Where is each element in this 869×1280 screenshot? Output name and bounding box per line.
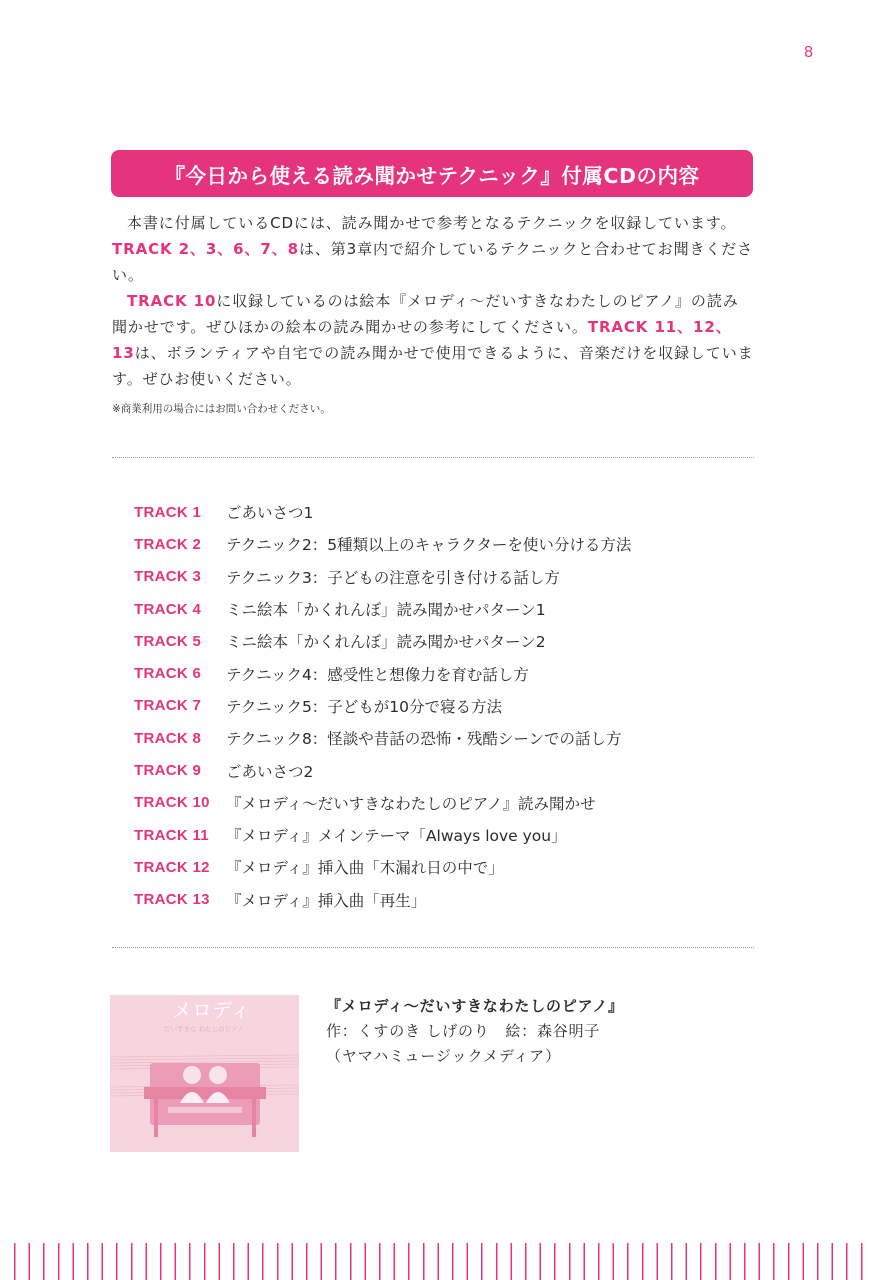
track-title: 『メロディ』挿入曲「木漏れ日の中で」 (226, 859, 504, 878)
track-label: TRACK 12 (134, 858, 210, 876)
track-label: TRACK 10 (134, 794, 210, 812)
book-credits: 作：くすのき しげのり 絵：森谷明子 (326, 1022, 601, 1040)
book-publisher: （ヤマハミュージックメディア） (326, 1047, 561, 1065)
track-label: TRACK 6 (134, 665, 202, 683)
track-title: ミニ絵本「かくれんぼ」読み聞かせパターン1 (226, 601, 546, 620)
intro-text (112, 210, 754, 392)
track-row (134, 657, 631, 689)
track-row (134, 528, 631, 560)
track-title: ごあいさつ2 (226, 762, 314, 781)
track-row (134, 593, 631, 625)
track-title: テクニック3：子どもの注意を引き付ける話し方 (226, 568, 560, 587)
page-title: 『今日から使える読み聞かせテクニック』付属CDの内容 (111, 150, 753, 197)
bottom-decoration (14, 1243, 865, 1280)
track-label: TRACK 5 (134, 632, 202, 650)
intro-track-ref: TRACK 2、3、6、7、8 (112, 240, 299, 258)
track-title: テクニック5：子どもが10分で寝る方法 (226, 697, 503, 716)
intro-track-ref: TRACK 10 (127, 292, 217, 310)
track-label: TRACK 7 (134, 697, 202, 715)
cover-title: メロディ (172, 998, 251, 1022)
track-row (134, 561, 631, 593)
page-number: 8 (804, 44, 813, 61)
track-title: 『メロディ』メインテーマ「Always love you」 (226, 827, 567, 846)
intro-paragraph-1 (112, 210, 754, 288)
divider (112, 457, 754, 458)
track-label: TRACK 1 (134, 503, 202, 521)
track-title: テクニック2：5種類以上のキャラクターを使い分ける方法 (226, 536, 632, 555)
book-cover-image (110, 995, 299, 1152)
track-label: TRACK 4 (134, 600, 202, 618)
track-row (134, 819, 631, 851)
track-row (134, 787, 631, 819)
intro-text-c: に収録しているのは絵本『メロディ〜だいすきなわたしのピアノ』の読み聞かせです。ぜひほかの絵本の読み聞かせの参考にしてください。 (112, 292, 739, 336)
track-title: 『メロディ』挿入曲「再生」 (226, 891, 427, 910)
track-row (134, 754, 631, 786)
track-label: TRACK 9 (134, 762, 202, 780)
track-label: TRACK 2 (134, 535, 202, 553)
intro-text-d: は、ボランティアや自宅での読み聞かせで使用できるように、音楽だけを収録しています。ぜひお使いください。 (112, 344, 754, 388)
intro-track-ref: TRACK 11、12、13 (112, 318, 732, 362)
track-label: TRACK 3 (134, 568, 202, 586)
track-title: ミニ絵本「かくれんぼ」読み聞かせパターン2 (226, 633, 546, 652)
track-row (134, 496, 631, 528)
track-row (134, 690, 631, 722)
book-title: 『メロディ〜だいすきなわたしのピアノ』 (326, 997, 624, 1015)
track-title: テクニック8：怪談や昔話の恐怖・残酷シーンでの話し方 (226, 730, 622, 749)
track-title: 『メロディ〜だいすきなわたしのピアノ』読み聞かせ (226, 794, 596, 813)
track-row (134, 625, 631, 657)
book-cover-illustration (110, 995, 299, 1152)
note: ※商業利用の場合にはお問い合わせください。 (112, 403, 331, 415)
track-label: TRACK 13 (134, 891, 210, 909)
cover-subtitle: だいすきな わたしのピアノ (164, 1025, 244, 1033)
divider (112, 947, 754, 948)
track-label: TRACK 11 (134, 826, 209, 844)
track-title: テクニック4：感受性と想像力を育む話し方 (226, 665, 529, 684)
track-label: TRACK 8 (134, 729, 202, 747)
intro-paragraph-2 (112, 288, 754, 392)
intro-text-b: は、第3章内で紹介しているテクニックと合わせてお聞きください。 (112, 240, 754, 284)
track-row (134, 884, 631, 916)
book-info (326, 994, 624, 1069)
track-row (134, 722, 631, 754)
track-row (134, 851, 631, 883)
track-title: ごあいさつ1 (226, 504, 314, 523)
track-list (134, 496, 631, 916)
intro-text-a: 本書に付属しているCDには、読み聞かせで参考となるテクニックを収録しています。 (127, 214, 737, 232)
